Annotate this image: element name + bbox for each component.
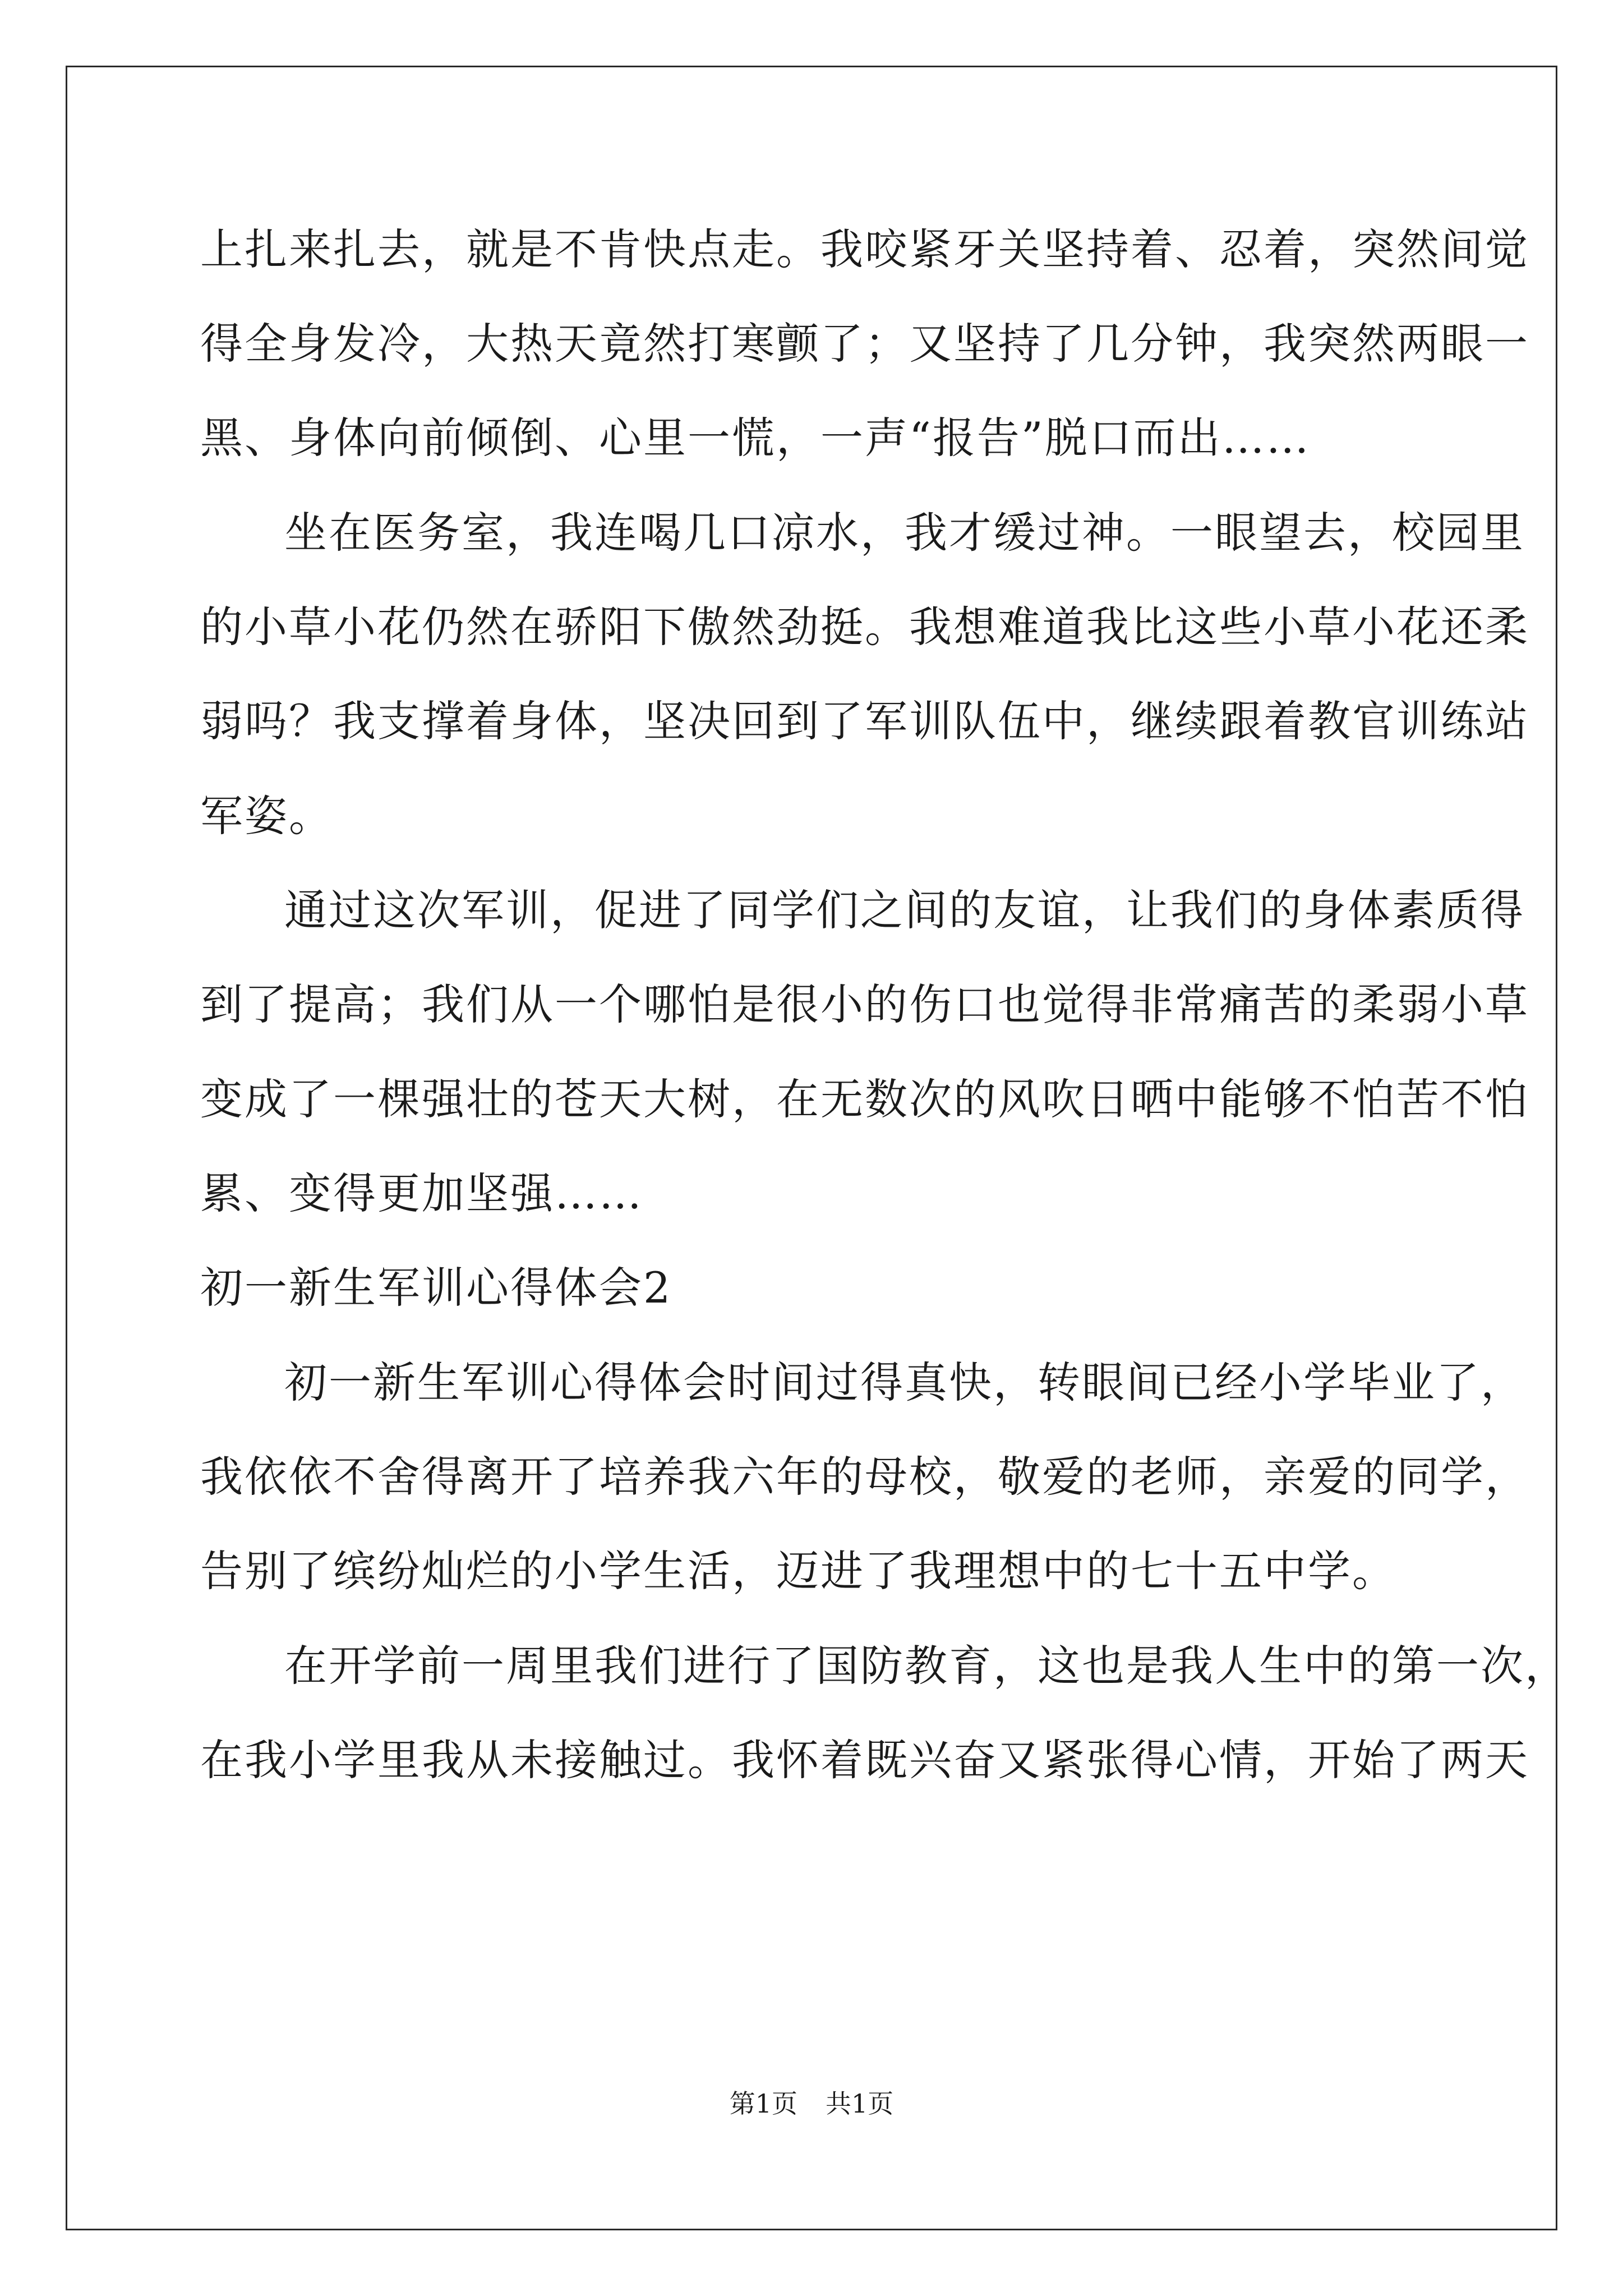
- paragraph-3-line-4: 累、变得更加坚强……: [200, 1168, 643, 1218]
- paragraph-3-line-2: 到了提高；我们从一个哪怕是很小的伤口也觉得非常痛苦的柔弱小草: [200, 979, 1529, 1029]
- paragraph-1-line-2: 得全身发冷，大热天竟然打寒颤了；又坚持了几分钟，我突然两眼一: [200, 319, 1529, 369]
- page-number: 第1页: [729, 2088, 797, 2119]
- paragraph-5-line-3: 告别了缤纷灿烂的小学生活，迈进了我理想中的七十五中学。: [200, 1546, 1396, 1596]
- paragraph-1-line-1: 上扎来扎去，就是不肯快点走。我咬紧牙关坚持着、忍着，突然间觉: [200, 224, 1529, 274]
- paragraph-6-line-1: 在开学前一周里我们进行了国防教育，这也是我人生中的第一次，: [284, 1641, 1569, 1691]
- paragraph-1-line-3: 黑、身体向前倾倒、心里一慌，一声“报告”脱口而出……: [200, 413, 1311, 463]
- page-footer: [0, 2087, 1623, 2120]
- page-total: 共1页: [826, 2088, 894, 2119]
- paragraph-3-line-1: 通过这次军训，促进了同学们之间的友谊，让我们的身体素质得: [284, 885, 1525, 935]
- page-border: [66, 66, 1557, 2230]
- section-heading: 初一新生军训心得体会2: [200, 1263, 672, 1313]
- paragraph-6-line-2: 在我小学里我从未接触过。我怀着既兴奋又紧张得心情，开始了两天: [200, 1735, 1529, 1785]
- paragraph-2-line-4: 军姿。: [200, 791, 333, 841]
- paragraph-2-line-2: 的小草小花仍然在骄阳下傲然劲挺。我想难道我比这些小草小花还柔: [200, 602, 1529, 652]
- paragraph-5-line-2: 我依依不舍得离开了培养我六年的母校，敬爱的老师，亲爱的同学，: [200, 1452, 1529, 1502]
- paragraph-2-line-3: 弱吗？我支撑着身体，坚决回到了军训队伍中，继续跟着教官训练站: [200, 696, 1529, 746]
- paragraph-3-line-3: 变成了一棵强壮的苍天大树，在无数次的风吹日晒中能够不怕苦不怕: [200, 1074, 1529, 1124]
- paragraph-5-line-1: 初一新生军训心得体会时间过得真快，转眼间已经小学毕业了，: [284, 1358, 1525, 1407]
- paragraph-2-line-1: 坐在医务室，我连喝几口凉水，我才缓过神。一眼望去，校园里: [284, 508, 1525, 558]
